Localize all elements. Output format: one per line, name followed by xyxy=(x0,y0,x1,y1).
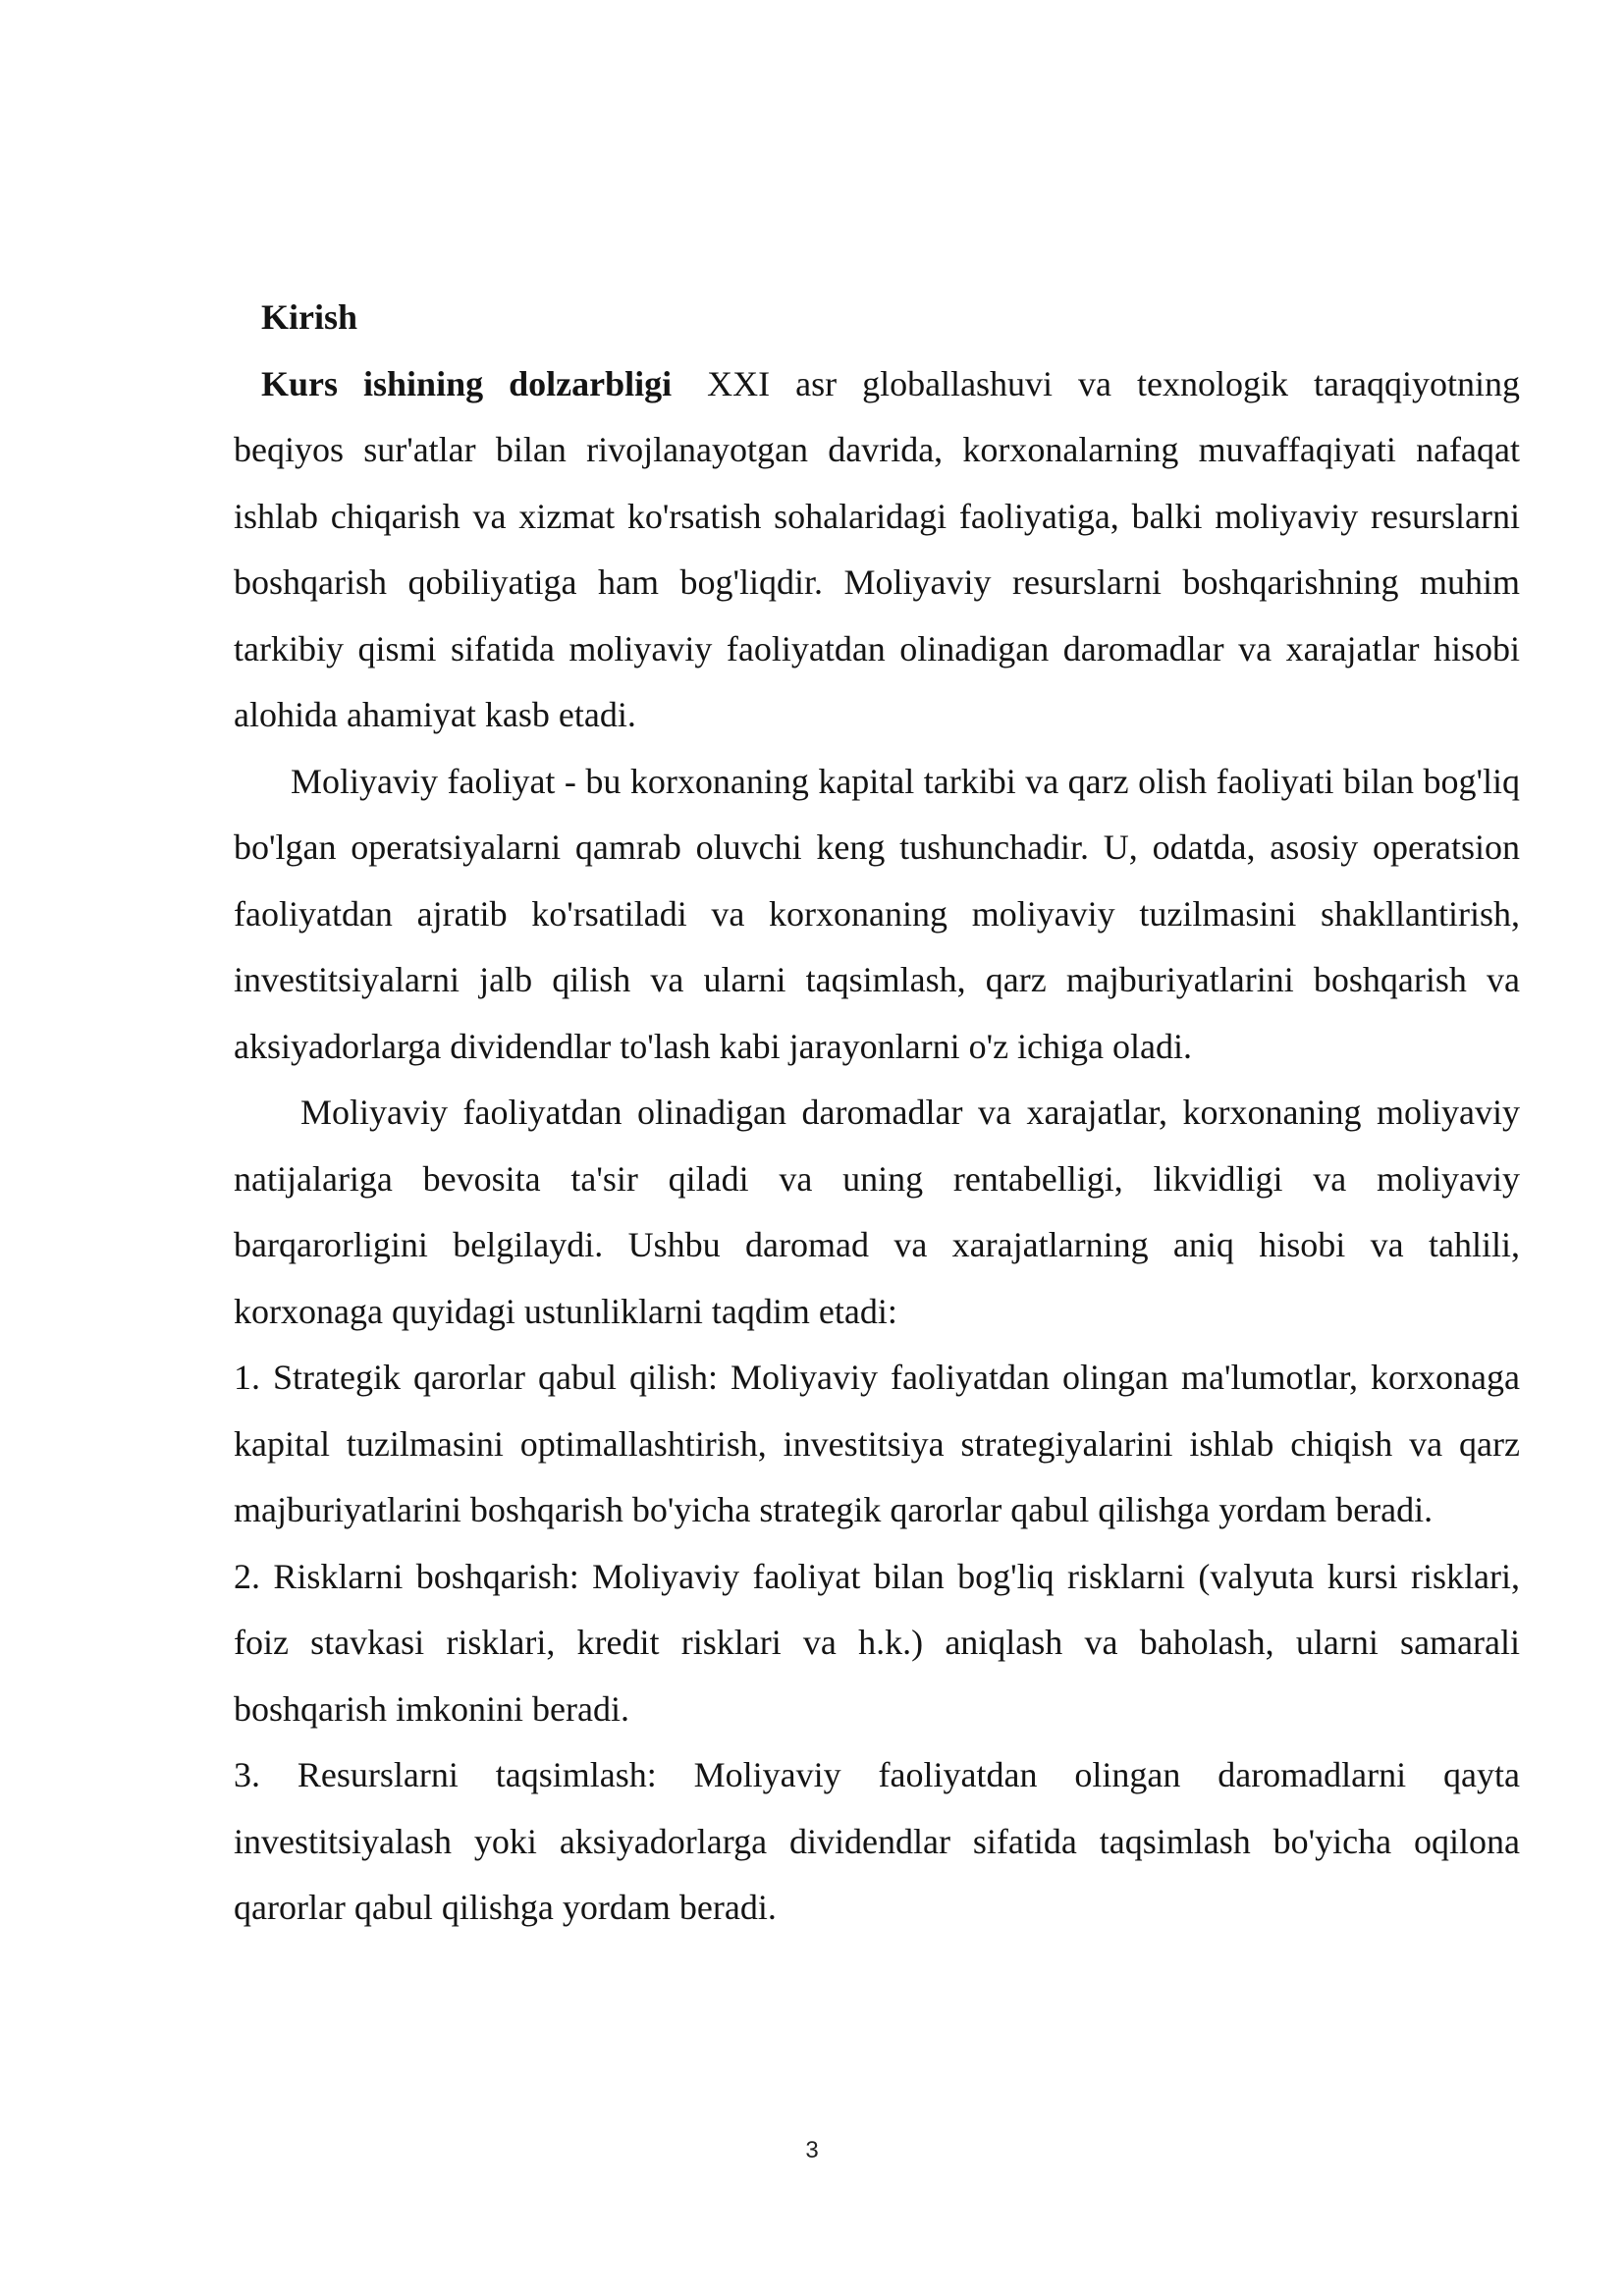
list-item: 2. Risklarni boshqarish: Moliyaviy faoliyat bilan bog'liq risklarni (valyuta kursi risklari, foiz stavkasi risklari, kredit risklari va h.k.) aniqlash va baholash, ularni samarali boshqarish imkonini beradi. xyxy=(234,1556,1520,1729)
list-item: 3. Resurslarni taqsimlash: Moliyaviy faoliyatdan olingan daromadlarni qayta investitsiyalash yoki aksiyadorlarga dividendlar sifatida taqsimlash bo'yicha oqilona qarorlar qabul qilishga yordam beradi. xyxy=(234,1755,1520,1927)
relevance-label: Kurs ishining dolzarbligi xyxy=(261,363,673,403)
document-body xyxy=(234,285,1520,1942)
paragraph-financial-activity: Moliyaviy faoliyat - bu korxonaning kapital tarkibi va qarz olish faoliyati bilan bog'liq bo'lgan operatsiyalarni qamrab oluvchi keng tushunchadir. U, odatda, asosiy operatsion faoliyatdan ajratib ko'rsatiladi va korxonaning moliyaviy tuzilmasini shakllantirish, investitsiyalarni jalb qilish va ularni taqsimlash, qarz majburiyatlarini boshqarish va aksiyadorlarga dividendlar to'lash kabi jarayonlarni o'z ichiga oladi. xyxy=(234,761,1520,1066)
list-item: 1. Strategik qarorlar qabul qilish: Moliyaviy faoliyatdan olingan ma'lumotlar, korxonaga kapital tuzilmasini optimallashtirish, investitsiya strategiyalarini ishlab chiqish va qarz majburiyatlarini boshqarish bo'yicha strategik qarorlar qabul qilishga yordam beradi. xyxy=(234,1358,1520,1529)
intro-text: XXI asr globallashuvi va texnologik taraqqiyotning beqiyos sur'atlar bilan rivojlanayotgan davrida, korxonalarning muvaffaqiyati nafaqat ishlab chiqarish va xizmat ko'rsatish sohalaridagi faoliyatiga, balki moliyaviy resurslarni boshqarish qobiliyatiga ham bog'liqdir. Moliyaviy resurslarni boshqarishning muhim tarkibiy qismi sifatida moliyaviy faoliyatdan olinadigan daromadlar va xarajatlar hisobi alohida ahamiyat kasb etadi. xyxy=(234,363,1520,734)
page-number: 3 xyxy=(805,2137,819,2163)
intro-paragraph xyxy=(234,351,1520,749)
section-heading: Kirish xyxy=(261,297,358,337)
paragraph-income-expenses: Moliyaviy faoliyatdan olinadigan daromadlar va xarajatlar, korxonaning moliyaviy natijalariga bevosita ta'sir qiladi va uning rentabelligi, likvidligi va moliyaviy barqarorligini belgilaydi. Ushbu daromad va xarajatlarning aniq hisobi va tahlili, korxonaga quyidagi ustunliklarni taqdim etadi: xyxy=(234,1093,1520,1331)
